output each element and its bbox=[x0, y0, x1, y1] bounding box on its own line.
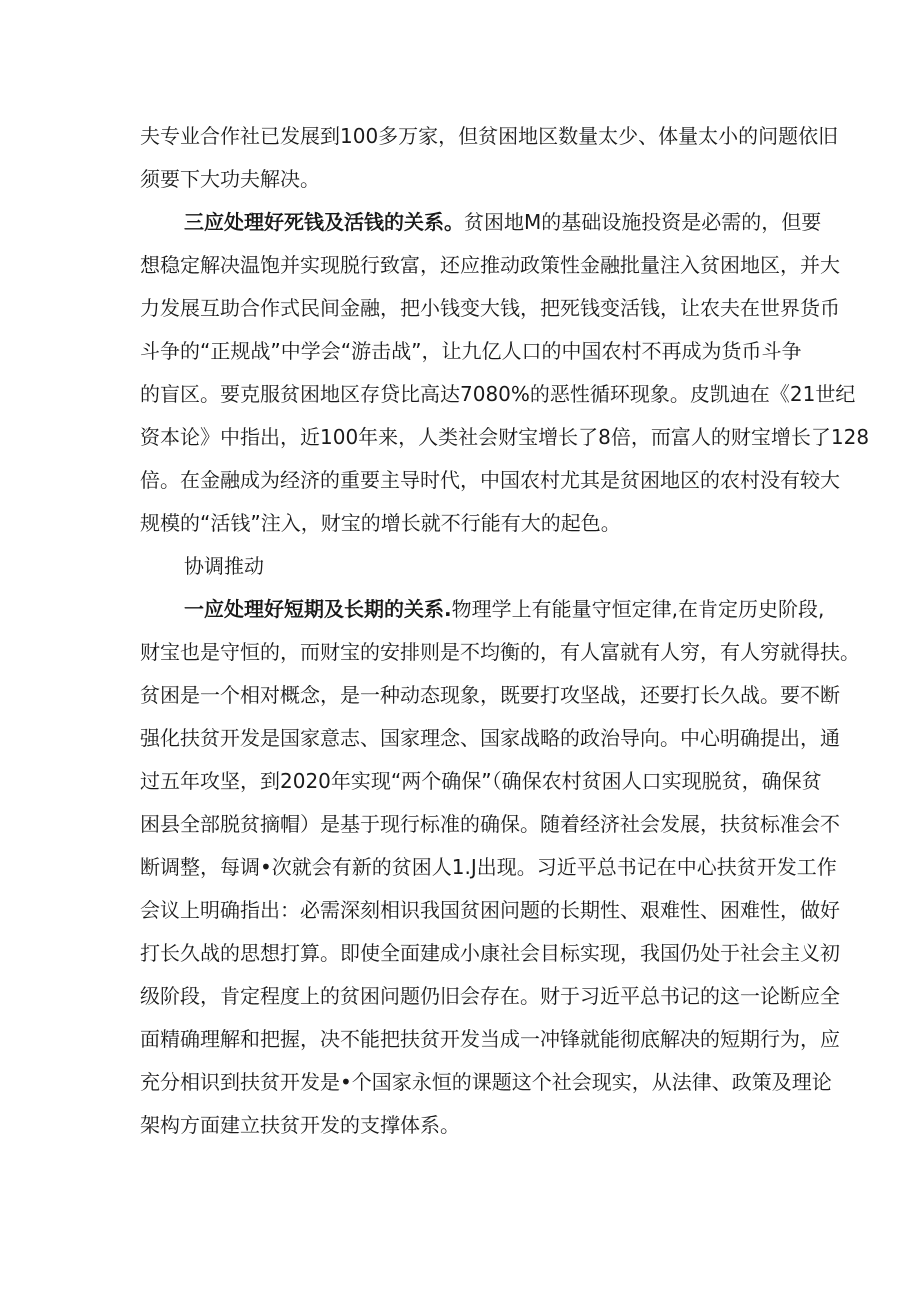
paragraph-3-line-9: 打长久战的思想打算。即使全面建成小康社会目标实现，我国仍处于社会主义初 bbox=[140, 941, 840, 965]
paragraph-2-line-5: 的盲区。要克服贫困地区存贷比高达7080%的恶性循环现象。皮凯迪在《21世纪 bbox=[140, 382, 856, 406]
section-title: 协调推动 bbox=[184, 554, 264, 578]
paragraph-3-line-1 bbox=[184, 596, 825, 622]
paragraph-3-line-7: 断调整，每调•次就会有新的贫困人1.J出现。习近平总书记在中心扶贫开发工作 bbox=[140, 855, 837, 879]
paragraph-2-line-8: 规模的“活钱”注入，财宝的增长就不行能有大的起色。 bbox=[140, 511, 621, 535]
paragraph-2-line-6: 资本论》中指出，近100年来，人类社会财宝增长了8倍，而富人的财宝增长了128 bbox=[140, 425, 870, 449]
paragraph-3-line-6: 困县全部脱贫摘帽）是基于现行标准的确保。随着经济社会发展，扶贫标准会不 bbox=[140, 812, 840, 836]
paragraph-2-line-2: 想稳定解决温饱并实现脱行致富，还应推动政策性金融批量注入贫困地区，并大 bbox=[140, 253, 840, 277]
paragraph-3-line-10: 级阶段，肯定程度上的贫困问题仍旧会存在。财于习近平总书记的这一论断应全 bbox=[140, 984, 840, 1008]
paragraph-3-line-1-text: 物理学上有能量守恒定律,在肯定历史阶段, bbox=[451, 597, 825, 621]
paragraph-2-line-7: 倍。在金融成为经济的重要主导时代，中国农村尤其是贫困地区的农村没有较大 bbox=[140, 468, 840, 492]
paragraph-3-line-4: 强化扶贫开发是国家意志、国家理念、国家战略的政治导向。中心明确提出，通 bbox=[140, 726, 840, 750]
paragraph-3-line-2: 财宝也是守恒的，而财宝的安排则是不均衡的，有人富就有人穷，有人穷就得扶。 bbox=[140, 640, 860, 664]
paragraph-3-line-11: 面精确理解和把握，决不能把扶贫开发当成一冲锋就能彻底解决的短期行为，应 bbox=[140, 1027, 840, 1051]
paragraph-3-line-5: 过五年攻坚，到2020年实现“两个确保”（确保农村贫困人口实现脱贫，确保贫 bbox=[140, 769, 822, 793]
paragraph-2-line-3: 力发展互助合作式民间金融，把小钱变大钱，把死钱变活钱，让农夫在世界货币 bbox=[140, 296, 840, 320]
paragraph-3-line-3: 贫困是一个相对概念，是一种动态现象，既要打攻坚战，还要打长久战。要不断 bbox=[140, 683, 840, 707]
paragraph-1-line-1: 夫专业合作社已发展到100多万家，但贫困地区数量太少、体量太小的问题依旧 bbox=[140, 124, 839, 148]
paragraph-2-line-1-text: 贫困地M的基础设施投资是必需的，但要 bbox=[464, 210, 822, 234]
paragraph-3-line-13: 架构方面建立扶贫开发的支撑体系。 bbox=[140, 1113, 460, 1137]
paragraph-3-line-12: 充分相识到扶贫开发是•个国家永恒的课题这个社会现实，从法律、政策及理论 bbox=[140, 1070, 832, 1094]
paragraph-2-line-1 bbox=[184, 209, 822, 235]
paragraph-1-line-2: 须要下大功夫解决。 bbox=[140, 167, 320, 191]
paragraph-3-heading: 一应处理好短期及长期的关系. bbox=[184, 597, 452, 621]
paragraph-2-line-4: 斗争的“正规战”中学会“游击战”，让九亿人口的中国农村不再成为货币斗争 bbox=[140, 339, 802, 363]
paragraph-3-line-8: 会议上明确指出：必需深刻相识我国贫困问题的长期性、艰难性、困难性，做好 bbox=[140, 898, 840, 922]
paragraph-2-heading: 三应处理好死钱及活钱的关系。 bbox=[184, 210, 464, 234]
